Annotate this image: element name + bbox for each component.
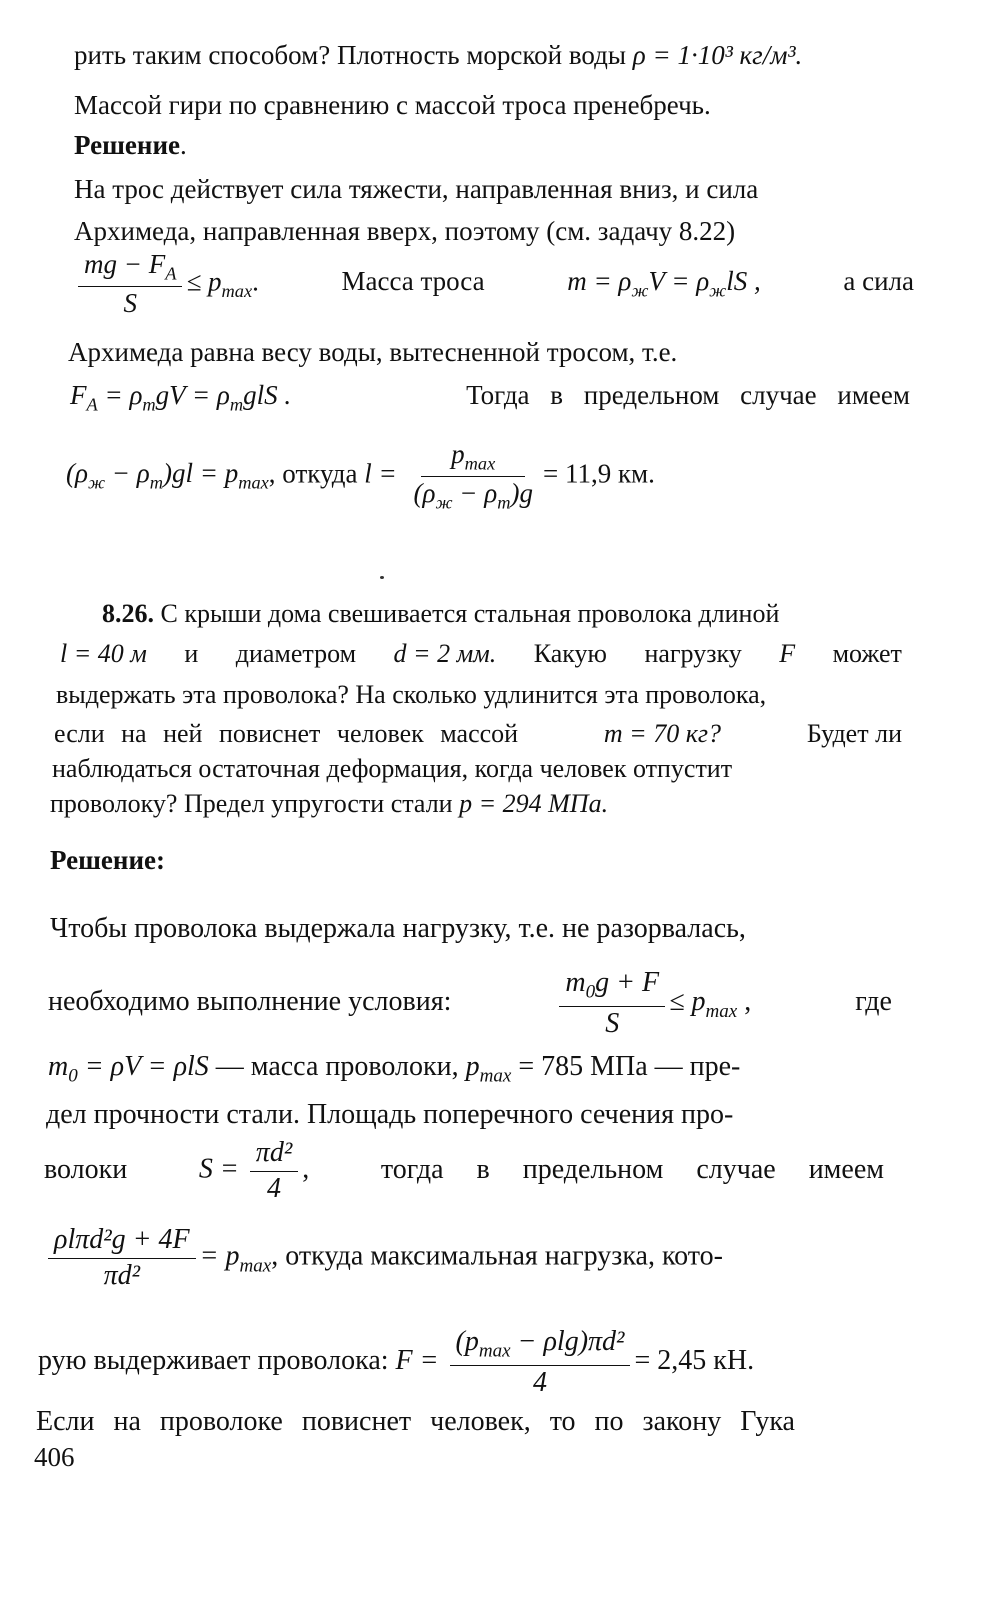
solution2-line-3: $m_0 = \rho V = \rho lS$ — масса проволоки, $p_{max} = 785$ МПа — пре-: [48, 1051, 741, 1087]
solution-heading-2: Решение:: [50, 845, 165, 875]
length-fraction: $\frac{p_{max}}{(\rho_ж - \rho_т)g}$: [413, 439, 533, 513]
solution1-paragraph-line-1: На трос действует сила тяжести, направленная вниз, и сила: [74, 174, 759, 204]
solution2-line-1: Чтобы проволока выдержала нагрузку, т.е. не разорвалась,: [50, 913, 746, 944]
solution1-fraction-line: $\frac{mg - F_A}{S}$ ≤ $p_{max}$. Масса троса $m = \rho_жV = \rho_жlS$ , а сила: [74, 250, 914, 318]
limit-equation: $(\rho_ж - \rho_т)gl = p_{max}$: [66, 458, 269, 493]
problem-number: 8.26.: [102, 599, 154, 628]
area-formula: S = $\frac{\text{πd²}}{4}$ ,: [198, 1137, 310, 1204]
max-load-fraction: $\frac{(p_{max} - \rho\lg)\pi d^2}{4}$: [450, 1327, 631, 1398]
wire-mass-formula: $m_0 = \rho V = \rho lS$: [48, 1051, 209, 1087]
continued-text-line-1: рить таким способом? Плотность морской воды ρ = 1·10³ кг/м³.: [74, 40, 803, 70]
solution2-line-4: дел прочности стали. Площадь поперечного сечения про-: [46, 1099, 734, 1130]
strength-condition-formula: $\frac{mg - F_A}{S}$ ≤ $p_{max}$.: [74, 250, 259, 318]
mass-formula: $m = \rho_жV = \rho_жlS$ ,: [567, 266, 761, 301]
problem-line-3: выдержать эта проволока? На сколько удлинится эта проволока,: [56, 680, 767, 709]
solution-heading-1: Решение.: [74, 130, 187, 160]
density-formula: ρ = 1·10³ кг/м³.: [632, 40, 803, 70]
length-result: = 11,9 км.: [542, 458, 655, 489]
problem-line-6: проволоку? Предел упругости стали p = 294 МПа.: [50, 789, 609, 818]
solution2-line-2: необходимо выполнение условия: $\frac{m_0g + F}{S}$ ≤ $p_{max}$ , где: [48, 967, 892, 1039]
page-number: 406: [34, 1442, 75, 1472]
stray-mark: [380, 576, 384, 579]
max-load-result: = 2,45 кН.: [634, 1345, 755, 1377]
solution2-line-6: $\frac{\text{ρlπd²g + 4F}}{\text{πd²}}$ = $p_{max}$, откуда максимальная нагрузка, кото-: [44, 1225, 723, 1292]
limit-load-fraction: $\frac{\text{ρlπd²g + 4F}}{\text{πd²}}$: [48, 1225, 196, 1292]
problem-line-4: если на ней повиснет человек массой m = 70 кг? Будет ли: [54, 719, 902, 748]
solution1-result-line: $(\rho_ж - \rho_т)gl = p_{max}$, откуда l = $\frac{p_{max}}{(\rho_ж - \rho_т)g}$ = 11,9 км.: [66, 439, 655, 513]
archimedes-formula: $F_A = \rho_тgV = \rho_тglS$ .: [70, 380, 292, 415]
solution1-paragraph-line-2: Архимеда, направленная вверх, поэтому (см. задачу 8.22): [74, 216, 736, 246]
solution2-line-7: рую выдерживает проволока: F = $\frac{(p_{max} - \rho\lg)\pi d^2}{4}$ = 2,45 кН.: [38, 1326, 755, 1398]
solution1-paragraph-line-4: Архимеда равна весу воды, вытесненной тросом, т.е.: [68, 337, 678, 367]
problem-line-1: 8.26. С крыши дома свешивается стальная проволока длиной: [102, 599, 780, 628]
problem-line-2: l = 40 м и диаметром d = 2 мм. Какую нагрузку F может: [60, 639, 902, 668]
load-condition-formula: $\frac{m_0g + F}{S}$ ≤ $p_{max}$ ,: [555, 968, 751, 1039]
solution2-line-8: Если на проволоке повиснет человек, то по закону Гука: [36, 1406, 795, 1437]
continued-text-line-2: Массой гири по сравнению с массой троса пренебречь.: [74, 90, 711, 120]
solution2-line-5: волоки S = $\frac{\text{πd²}}{4}$ , тогда в предельном случае имеем: [44, 1137, 884, 1204]
solution1-archimedes-line: $F_A = \rho_тgV = \rho_тglS$ . Тогда в предельном случае имеем: [70, 378, 910, 421]
problem-line-5: наблюдаться остаточная деформация, когда человек отпустит: [52, 754, 733, 783]
